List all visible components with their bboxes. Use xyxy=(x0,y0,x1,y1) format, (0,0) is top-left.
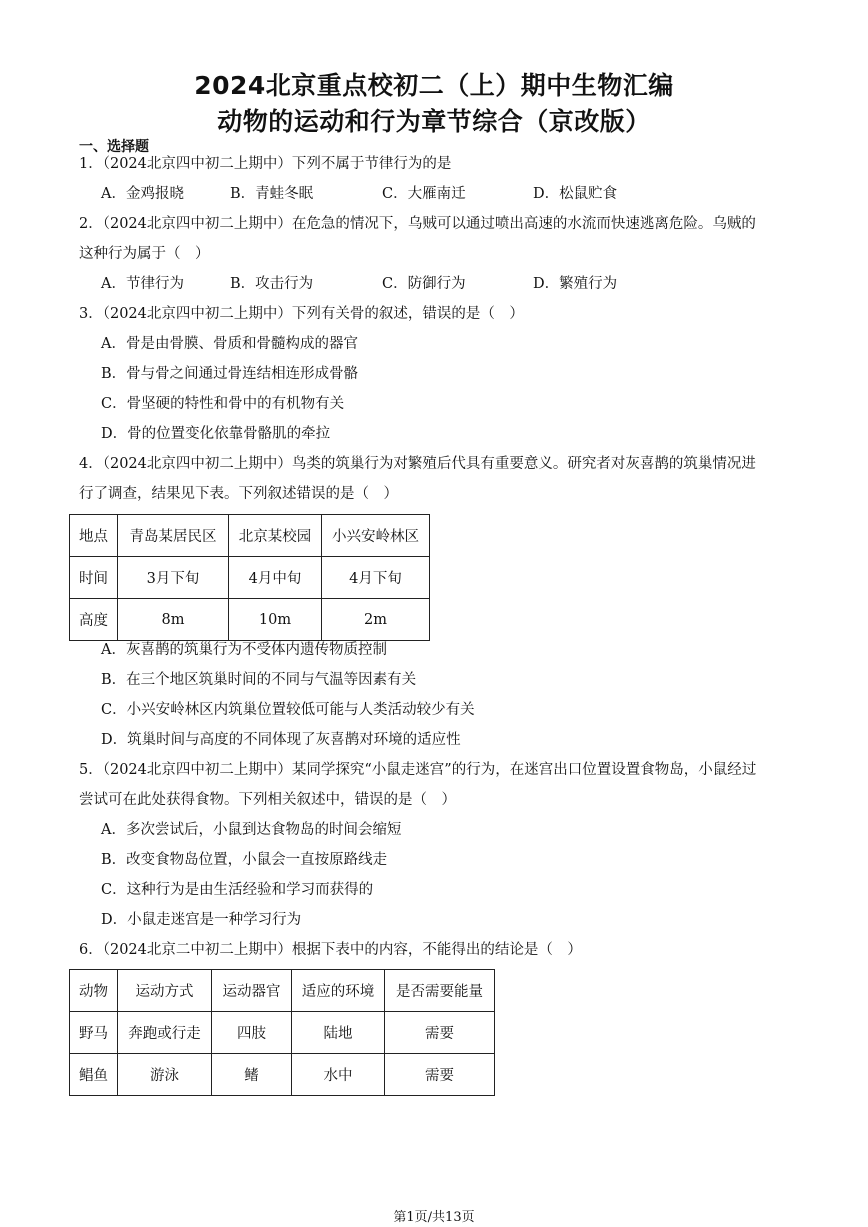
q4-option-c: C．小兴安岭林区内筑巢位置较低可能与人类活动较少有关 xyxy=(101,702,475,718)
table-cell: 鲳鱼 xyxy=(70,1054,118,1096)
table-cell: 是否需要能量 xyxy=(385,970,495,1012)
page-footer: 第1页/共13页 xyxy=(393,1210,475,1225)
table-cell: 地点 xyxy=(70,515,118,557)
q5-option-c: C．这种行为是由生活经验和学习而获得的 xyxy=(101,882,374,898)
section-heading: 一、选择题 xyxy=(79,139,149,155)
table-cell: 游泳 xyxy=(118,1054,212,1096)
document-title-line1: 2024北京重点校初二（上）期中生物汇编 xyxy=(194,71,674,100)
question-6-stem: 6．（2024北京二中初二上期中）根据下表中的内容，不能得出的结论是（ ） xyxy=(79,942,582,958)
q2-option-c: C．防御行为 xyxy=(382,276,466,292)
table-cell: 四肢 xyxy=(212,1012,292,1054)
question-4-stem-line1: 4．（2024北京四中初二上期中）鸟类的筑巢行为对繁殖后代具有重要意义。研究者对灰喜鹊的筑巢情况进 xyxy=(79,456,756,472)
table-cell: 10m xyxy=(229,599,322,641)
q4-option-a: A．灰喜鹊的筑巢行为不受体内遗传物质控制 xyxy=(101,642,387,658)
table-cell: 适应的环境 xyxy=(292,970,385,1012)
question-3-stem: 3．（2024北京四中初二上期中）下列有关骨的叙述，错误的是（ ） xyxy=(79,306,524,322)
q6-animal-table xyxy=(69,969,495,1096)
q5-option-d: D．小鼠走迷宫是一种学习行为 xyxy=(101,912,302,928)
q2-option-b: B．攻击行为 xyxy=(230,276,314,292)
q3-option-c: C．骨坚硬的特性和骨中的有机物有关 xyxy=(101,396,345,412)
table-cell: 鳍 xyxy=(212,1054,292,1096)
table-cell: 运动器官 xyxy=(212,970,292,1012)
table-cell: 4月下旬 xyxy=(322,557,430,599)
table-cell: 3月下旬 xyxy=(118,557,229,599)
table-cell: 青岛某居民区 xyxy=(118,515,229,557)
table-cell: 动物 xyxy=(70,970,118,1012)
q1-option-a: A．金鸡报晓 xyxy=(101,186,184,202)
question-4-stem-line2: 行了调查，结果见下表。下列叙述错误的是（ ） xyxy=(79,486,398,502)
q5-option-b: B．改变食物岛位置，小鼠会一直按原路线走 xyxy=(101,852,388,868)
document-title-line2: 动物的运动和行为章节综合（京改版） xyxy=(217,107,651,136)
table-cell: 奔跑或行走 xyxy=(118,1012,212,1054)
question-5-stem-line1: 5．（2024北京四中初二上期中）某同学探究“小鼠走迷宫”的行为，在迷宫出口位置设置食物岛，小鼠经过 xyxy=(79,762,757,778)
q1-option-c: C．大雁南迁 xyxy=(382,186,466,202)
table-cell: 时间 xyxy=(70,557,118,599)
q1-option-b: B．青蛙冬眠 xyxy=(230,186,314,202)
q3-option-b: B．骨与骨之间通过骨连结相连形成骨骼 xyxy=(101,366,359,382)
table-cell: 需要 xyxy=(385,1054,495,1096)
table-cell: 陆地 xyxy=(292,1012,385,1054)
table-cell: 4月中旬 xyxy=(229,557,322,599)
q4-option-d: D．筑巢时间与高度的不同体现了灰喜鹊对环境的适应性 xyxy=(101,732,461,748)
table-cell: 小兴安岭林区 xyxy=(322,515,430,557)
q5-option-a: A．多次尝试后，小鼠到达食物岛的时间会缩短 xyxy=(101,822,402,838)
table-cell: 水中 xyxy=(292,1054,385,1096)
table-cell: 运动方式 xyxy=(118,970,212,1012)
question-2-stem-line2: 这种行为属于（ ） xyxy=(79,246,210,262)
question-1-stem: 1．（2024北京四中初二上期中）下列不属于节律行为的是 xyxy=(79,156,452,172)
q3-option-d: D．骨的位置变化依靠骨骼肌的牵拉 xyxy=(101,426,331,442)
q2-option-d: D．繁殖行为 xyxy=(533,276,618,292)
table-cell: 高度 xyxy=(70,599,118,641)
q1-option-d: D．松鼠贮食 xyxy=(533,186,618,202)
table-cell: 野马 xyxy=(70,1012,118,1054)
table-cell: 北京某校园 xyxy=(229,515,322,557)
q2-option-a: A．节律行为 xyxy=(101,276,184,292)
q3-option-a: A．骨是由骨膜、骨质和骨髓构成的器官 xyxy=(101,336,358,352)
table-cell: 2m xyxy=(322,599,430,641)
table-cell: 8m xyxy=(118,599,229,641)
q4-option-b: B．在三个地区筑巢时间的不同与气温等因素有关 xyxy=(101,672,417,688)
question-5-stem-line2: 尝试可在此处获得食物。下列相关叙述中，错误的是（ ） xyxy=(79,792,456,808)
q4-survey-table xyxy=(69,514,430,641)
question-2-stem-line1: 2．（2024北京四中初二上期中）在危急的情况下，乌贼可以通过喷出高速的水流而快速逃离危险。乌贼的 xyxy=(79,216,756,232)
table-cell: 需要 xyxy=(385,1012,495,1054)
